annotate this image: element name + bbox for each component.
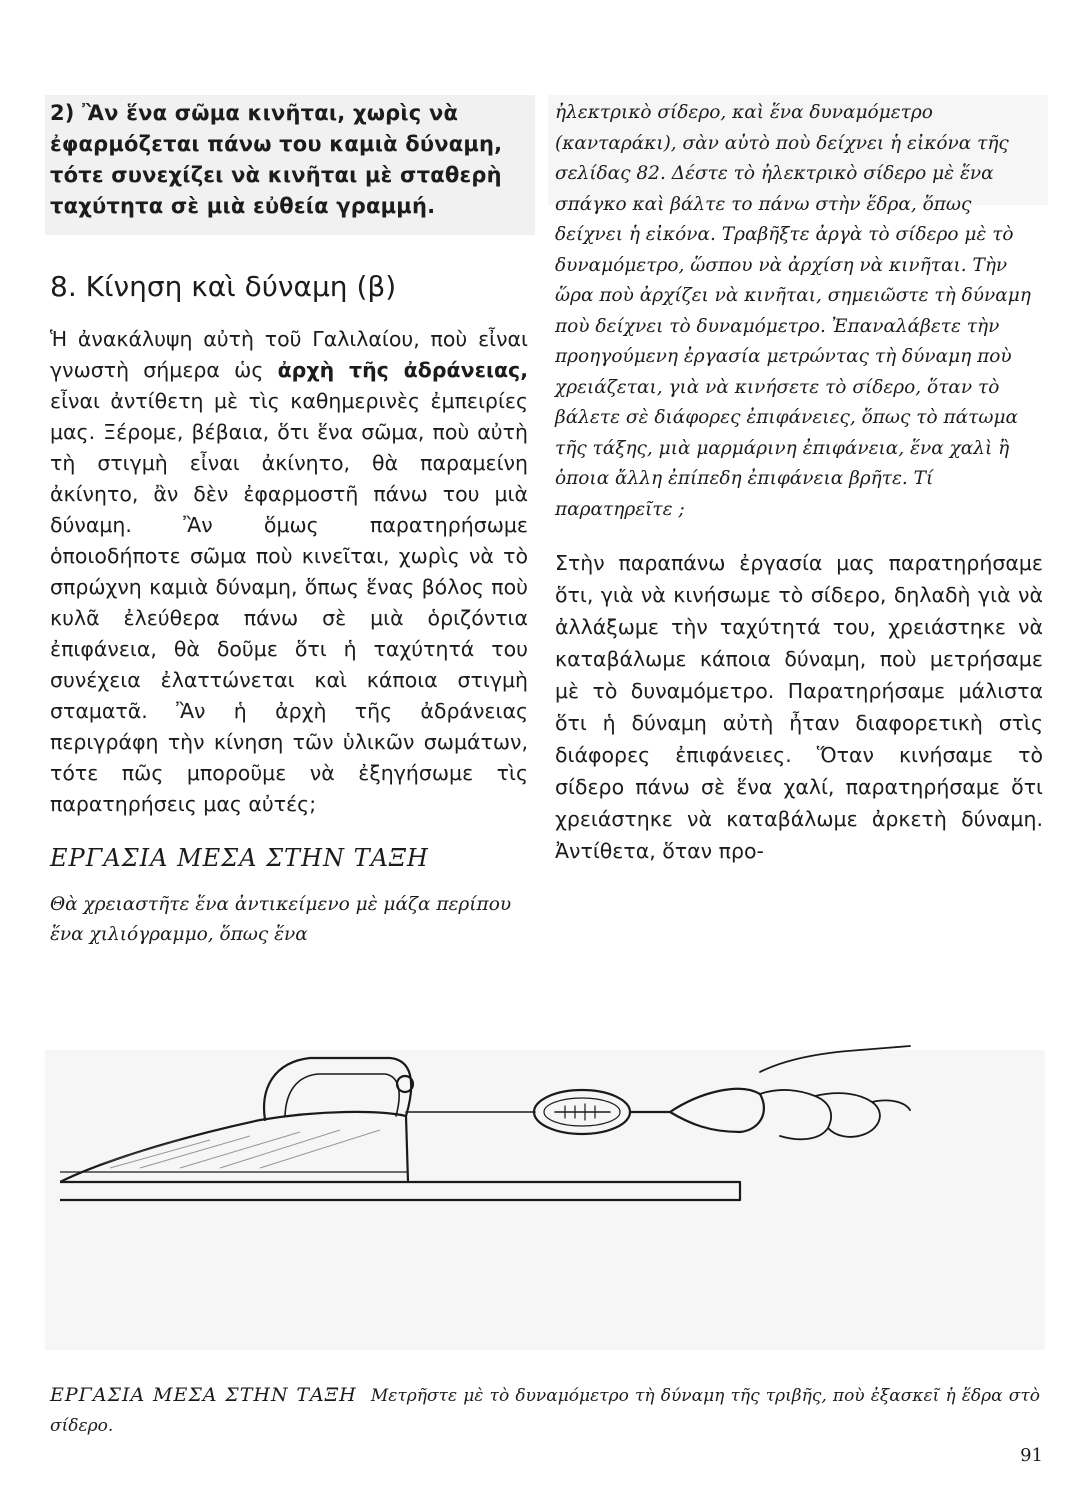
scale-hook [630,1089,764,1132]
section-title: 8. Κίνηση καὶ δύναμη (β) [50,270,397,303]
right-column [555,98,1043,867]
inertia-paragraph-start: Ἡ ἀνακάλυψη αὐτὴ τοῦ Γαλιλαίου, ποὺ εἶναι γνωστὴ σήμερα ὡς [50,327,528,382]
figure-caption [50,1380,1040,1441]
activity-instructions: ἠλεκτρικὸ σίδερο, καὶ ἕνα δυναμόμετρο (κανταράκι), σὰν αὐτὸ ποὺ δείχνει ἡ εἰκόνα τῆς σελίδας 82. Δέστε τὸ ἠλεκτρικὸ σίδερο μὲ ἕνα σπάγκο καὶ βάλτε το πάνω στὴν ἕδρα, ὅπως δείχνει ἡ εἰκόνα. Τραβῆξτε ἀργὰ τὸ σίδερο μὲ τὸ δυναμόμετρο, ὥσπου νὰ ἀρχίση νὰ κινῆται. Τὴν ὥρα ποὺ ἀρχίζει νὰ κινῆται, σημειῶστε τὴ δύναμη ποὺ δείχνει τὸ δυναμόμετρο. Ἐπαναλάβετε τὴν προηγούμενη ἐργασία μετρώντας τὴ δύναμη ποὺ χρειάζεται, γιὰ νὰ κινήσετε τὸ σίδερο, ὅταν τὸ βάλετε σὲ διάφορες ἐπιφάνειες, ὅπως τὸ πάτωμα τῆς τάξης, μιὰ μαρμάρινη ἐπιφάνεια, ἕνα χαλὶ ἢ ὁποια ἄλλη ἐπίπεδη ἐπιφάνεια βρῆτε. Τί παρατηρεῖτε ; [555,102,1031,520]
hand [760,1046,910,1139]
desk-top [60,1182,740,1200]
page-number: 91 [1020,1445,1043,1466]
left-column [50,98,528,950]
activity-heading: ΕΡΓΑΣΙΑ ΜΕΣΑ ΣΤΗΝ ΤΑΞΗ [50,844,429,872]
observation-paragraph: Στὴν παραπάνω ἐργασία μας παρατηρήσαμε ὅτι, γιὰ νὰ κινήσωμε τὸ σίδερο, δηλαδὴ γιὰ νὰ ἀλλάξωμε τὴν ταχύτητά του, χρειάστηκε νὰ καταβάλωμε κάποια δύναμη, ποὺ μετρήσαμε μὲ τὸ δυναμόμετρο. Παρατηρήσαμε μάλιστα ὅτι ἡ δύναμη αὐτὴ ἦταν διαφορετικὴ στὶς διάφορες ἐπιφάνειες. Ὅταν κινήσαμε τὸ σίδερο πάνω σὲ ἕνα χαλί, παρατηρήσαμε ὅτι χρειάστηκε νὰ καταβάλωμε ἀρκετὴ δύναμη. Ἀντίθετα, ὅταν προ- [555,551,1043,863]
caption-heading: ΕΡΓΑΣΙΑ ΜΕΣΑ ΣΤΗΝ ΤΑΞΗ [50,1384,357,1406]
inertia-paragraph [50,324,528,820]
iron-dynamometer-illustration [60,1032,1060,1272]
caption-text: Μετρῆστε μὲ τὸ δυναμόμετρο τὴ δύναμη τῆς τριβῆς, ποὺ ἐξασκεῖ ἡ ἕδρα στὸ σίδερο. [50,1386,1040,1436]
inertia-principle-2: 2) Ἂν ἕνα σῶμα κινῆται, χωρὶς νὰ ἐφαρμόζεται πάνω του καμιὰ δύναμη, τότε συνεχίζει νὰ κινῆται μὲ σταθερὴ ταχύτητα σὲ μιὰ εὐθεία γραμμή. [50,101,503,218]
illustration-svg [60,1032,1060,1272]
inertia-term: ἀρχὴ τῆς ἀδράνειας, [277,358,528,382]
activity-intro: Θὰ χρειαστῆτε ἕνα ἀντικείμενο μὲ μάζα περίπου ἕνα χιλιόγραμμο, ὅπως ἕνα [50,894,512,945]
inertia-paragraph-rest: εἶναι ἀντίθετη μὲ τὶς καθημερινὲς ἐμπειρίες μας. Ξέρομε, βέβαια, ὅτι ἕνα σῶμα, ποὺ αὐτὴ τὴ στιγμὴ εἶναι ἀκίνητο, θὰ παραμείνη ἀκίνητο, ἂν δὲν ἐφαρμοστῆ πάνω του μιὰ δύναμη. Ἂν ὅμως παρατηρήσωμε ὁποιοδήποτε σῶμα ποὺ κινεῖται, χωρὶς νὰ τὸ σπρώχνη καμιὰ δύναμη, ὅπως ἕνας βόλος ποὺ κυλᾶ ἐλεύθερα πάνω σὲ μιὰ ὁριζόντια ἐπιφάνεια, θὰ δοῦμε ὅτι ἡ ταχύτητά του συνέχεια ἐλαττώνεται καὶ κάποια στιγμὴ σταματᾶ. Ἂν ἡ ἀρχὴ τῆς ἀδράνειας περιγράφη τὴν κίνηση τῶν ὑλικῶν σωμάτων, τότε πῶς μποροῦμε νὰ ἐξηγήσωμε τὶς παρατηρήσεις μας αὐτές; [50,389,528,816]
